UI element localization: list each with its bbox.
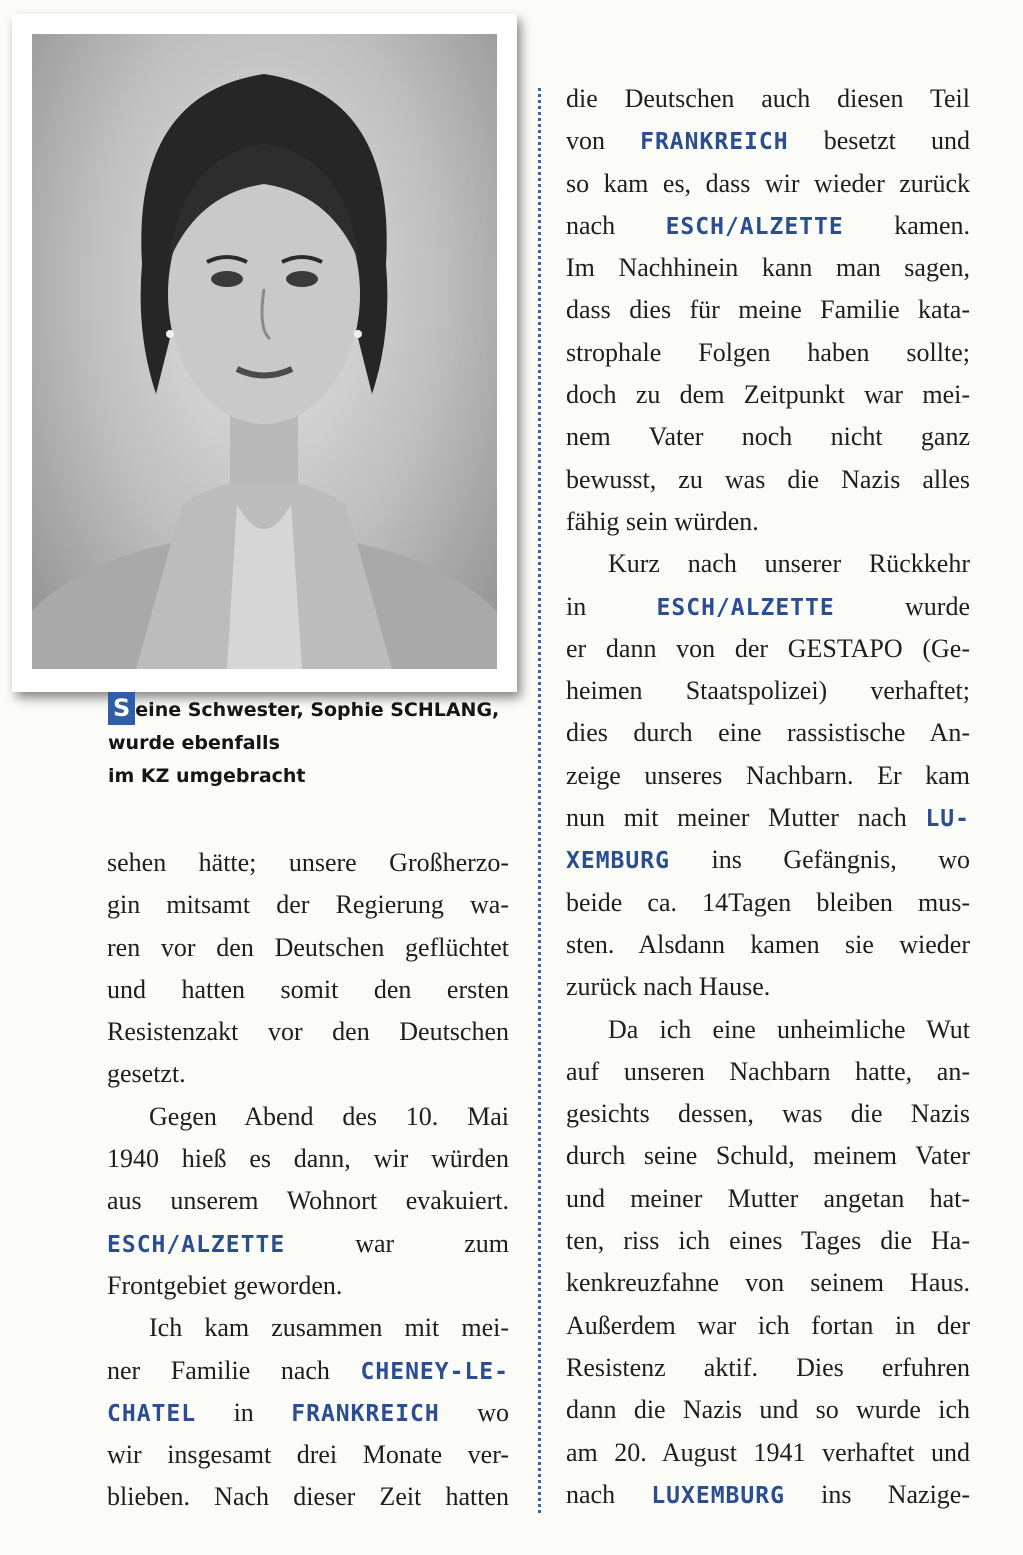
text-line <box>566 839 970 881</box>
text-line: gesichts dessen, was die Nazis <box>566 1099 970 1129</box>
text-fragment: wo <box>477 1397 509 1427</box>
text-line: gin mitsamt der Regierung wa- <box>107 890 509 920</box>
place-name: FRANKREICH <box>291 1400 440 1427</box>
photo-frame <box>12 14 517 692</box>
text-line: dies durch eine rassistische An- <box>566 718 970 748</box>
text-line: und meiner Mutter angetan hat- <box>566 1183 970 1213</box>
caption-line-3: im KZ umgebracht <box>108 765 306 787</box>
caption-initial: S <box>108 692 135 725</box>
text-line: Da ich eine unheimliche Wut <box>608 1014 970 1044</box>
text-line: Resistenzakt vor den Deutschen <box>107 1017 509 1047</box>
text-line: bewusst, zu was die Nazis alles <box>566 464 970 494</box>
text-fragment: von <box>566 126 605 156</box>
text-line: ten, riss ich eines Tages die Ha- <box>566 1226 970 1256</box>
text-line: sehen hätte; unsere Großherzo- <box>107 848 509 877</box>
text-line: fähig sein würden. <box>566 506 759 536</box>
text-line: durch seine Schuld, meinem Vater <box>566 1141 970 1171</box>
text-fragment: war zum <box>355 1228 509 1258</box>
place-name: ESCH/ALZETTE <box>656 594 835 621</box>
text-line: auf unseren Nachbarn hatte, an- <box>566 1056 970 1086</box>
left-column <box>107 842 509 1519</box>
text-line: Resistenz aktif. Dies erfuhren <box>566 1352 970 1382</box>
text-line: Gegen Abend des 10. Mai <box>149 1101 509 1131</box>
photo-caption <box>108 692 508 793</box>
text-line: blieben. Nach dieser Zeit hatten <box>107 1482 509 1512</box>
portrait-illustration <box>32 34 497 669</box>
text-line: strophale Folgen haben sollte; <box>566 337 970 367</box>
text-line <box>107 1350 509 1392</box>
text-line: aus unserem Wohnort evakuiert. <box>107 1186 509 1216</box>
text-fragment: in <box>566 591 587 621</box>
text-line: Kurz nach unserer Rückkehr <box>608 549 970 579</box>
text-fragment: nun mit meiner Mutter nach <box>566 803 907 833</box>
text-line: Ich kam zusammen mit mei- <box>149 1313 509 1343</box>
text-line <box>566 586 970 628</box>
text-line: und hatten somit den ersten <box>107 974 509 1004</box>
text-fragment: ins Nazige- <box>821 1479 970 1509</box>
text-line: so kam es, dass wir wieder zurück <box>566 168 970 198</box>
text-line: zeige unseres Nachbarn. Er kam <box>566 760 970 790</box>
text-line: er dann von der GESTAPO (Ge- <box>566 633 970 663</box>
caption-line-1-text: eine Schwester, Sophie SCHLANG, <box>135 699 500 721</box>
text-line: kenkreuzfahne von seinem Haus. <box>566 1268 970 1298</box>
text-line: 1940 hieß es dann, wir würden <box>107 1144 509 1174</box>
text-line: nem Vater noch nicht ganz <box>566 422 970 452</box>
text-line: beide ca. 14Tagen bleiben mus- <box>566 887 970 917</box>
caption-line-2: wurde ebenfalls <box>108 732 280 754</box>
place-name: XEMBURG <box>566 848 670 875</box>
text-fragment: ner Familie nach <box>107 1355 330 1385</box>
text-line <box>107 1223 509 1265</box>
text-fragment: kamen. <box>894 210 971 240</box>
caption-line-1 <box>108 692 508 727</box>
text-fragment: besetzt und <box>823 126 970 156</box>
text-line: heimen Staatspolizei) verhaftet; <box>566 676 970 706</box>
text-line: gesetzt. <box>107 1059 186 1089</box>
column-divider <box>538 88 541 1513</box>
place-name: ESCH/ALZETTE <box>665 213 844 240</box>
place-name: CHENEY-LE- <box>360 1358 510 1385</box>
text-line: doch zu dem Zeitpunkt war mei- <box>566 380 970 410</box>
text-line: dann die Nazis und so wurde ich <box>566 1395 970 1425</box>
text-line <box>566 120 970 162</box>
text-line: sten. Alsdann kamen sie wieder <box>566 929 970 959</box>
text-line: zurück nach Hause. <box>566 972 771 1002</box>
place-name: LU- <box>925 806 970 833</box>
text-fragment: nach <box>566 1479 616 1509</box>
text-line: Im Nachhinein kann man sagen, <box>566 253 970 283</box>
text-line <box>566 205 970 247</box>
text-fragment: in <box>233 1397 254 1427</box>
text-line: dass dies für meine Familie kata- <box>566 295 970 325</box>
place-name: CHATEL <box>107 1400 197 1427</box>
text-line: am 20. August 1941 verhaftet und <box>566 1437 970 1467</box>
place-name: ESCH/ALZETTE <box>107 1231 286 1258</box>
text-line: Frontgebiet geworden. <box>107 1270 343 1300</box>
text-line <box>566 1474 970 1516</box>
text-line <box>107 1392 509 1434</box>
text-fragment: ins Gefängnis, wo <box>711 845 970 875</box>
text-line: ren vor den Deutschen geflüchtet <box>107 932 509 962</box>
text-line: wir insgesamt drei Monate ver- <box>107 1440 509 1470</box>
text-line: die Deutschen auch diesen Teil <box>566 84 970 113</box>
text-line <box>566 797 970 839</box>
text-fragment: wurde <box>905 591 971 621</box>
text-fragment: nach <box>566 210 616 240</box>
text-line: Außerdem war ich fortan in der <box>566 1310 970 1340</box>
place-name: LUXEMBURG <box>651 1482 785 1509</box>
place-name: FRANKREICH <box>640 129 789 156</box>
portrait-photo <box>32 34 497 669</box>
right-column <box>566 78 970 1516</box>
